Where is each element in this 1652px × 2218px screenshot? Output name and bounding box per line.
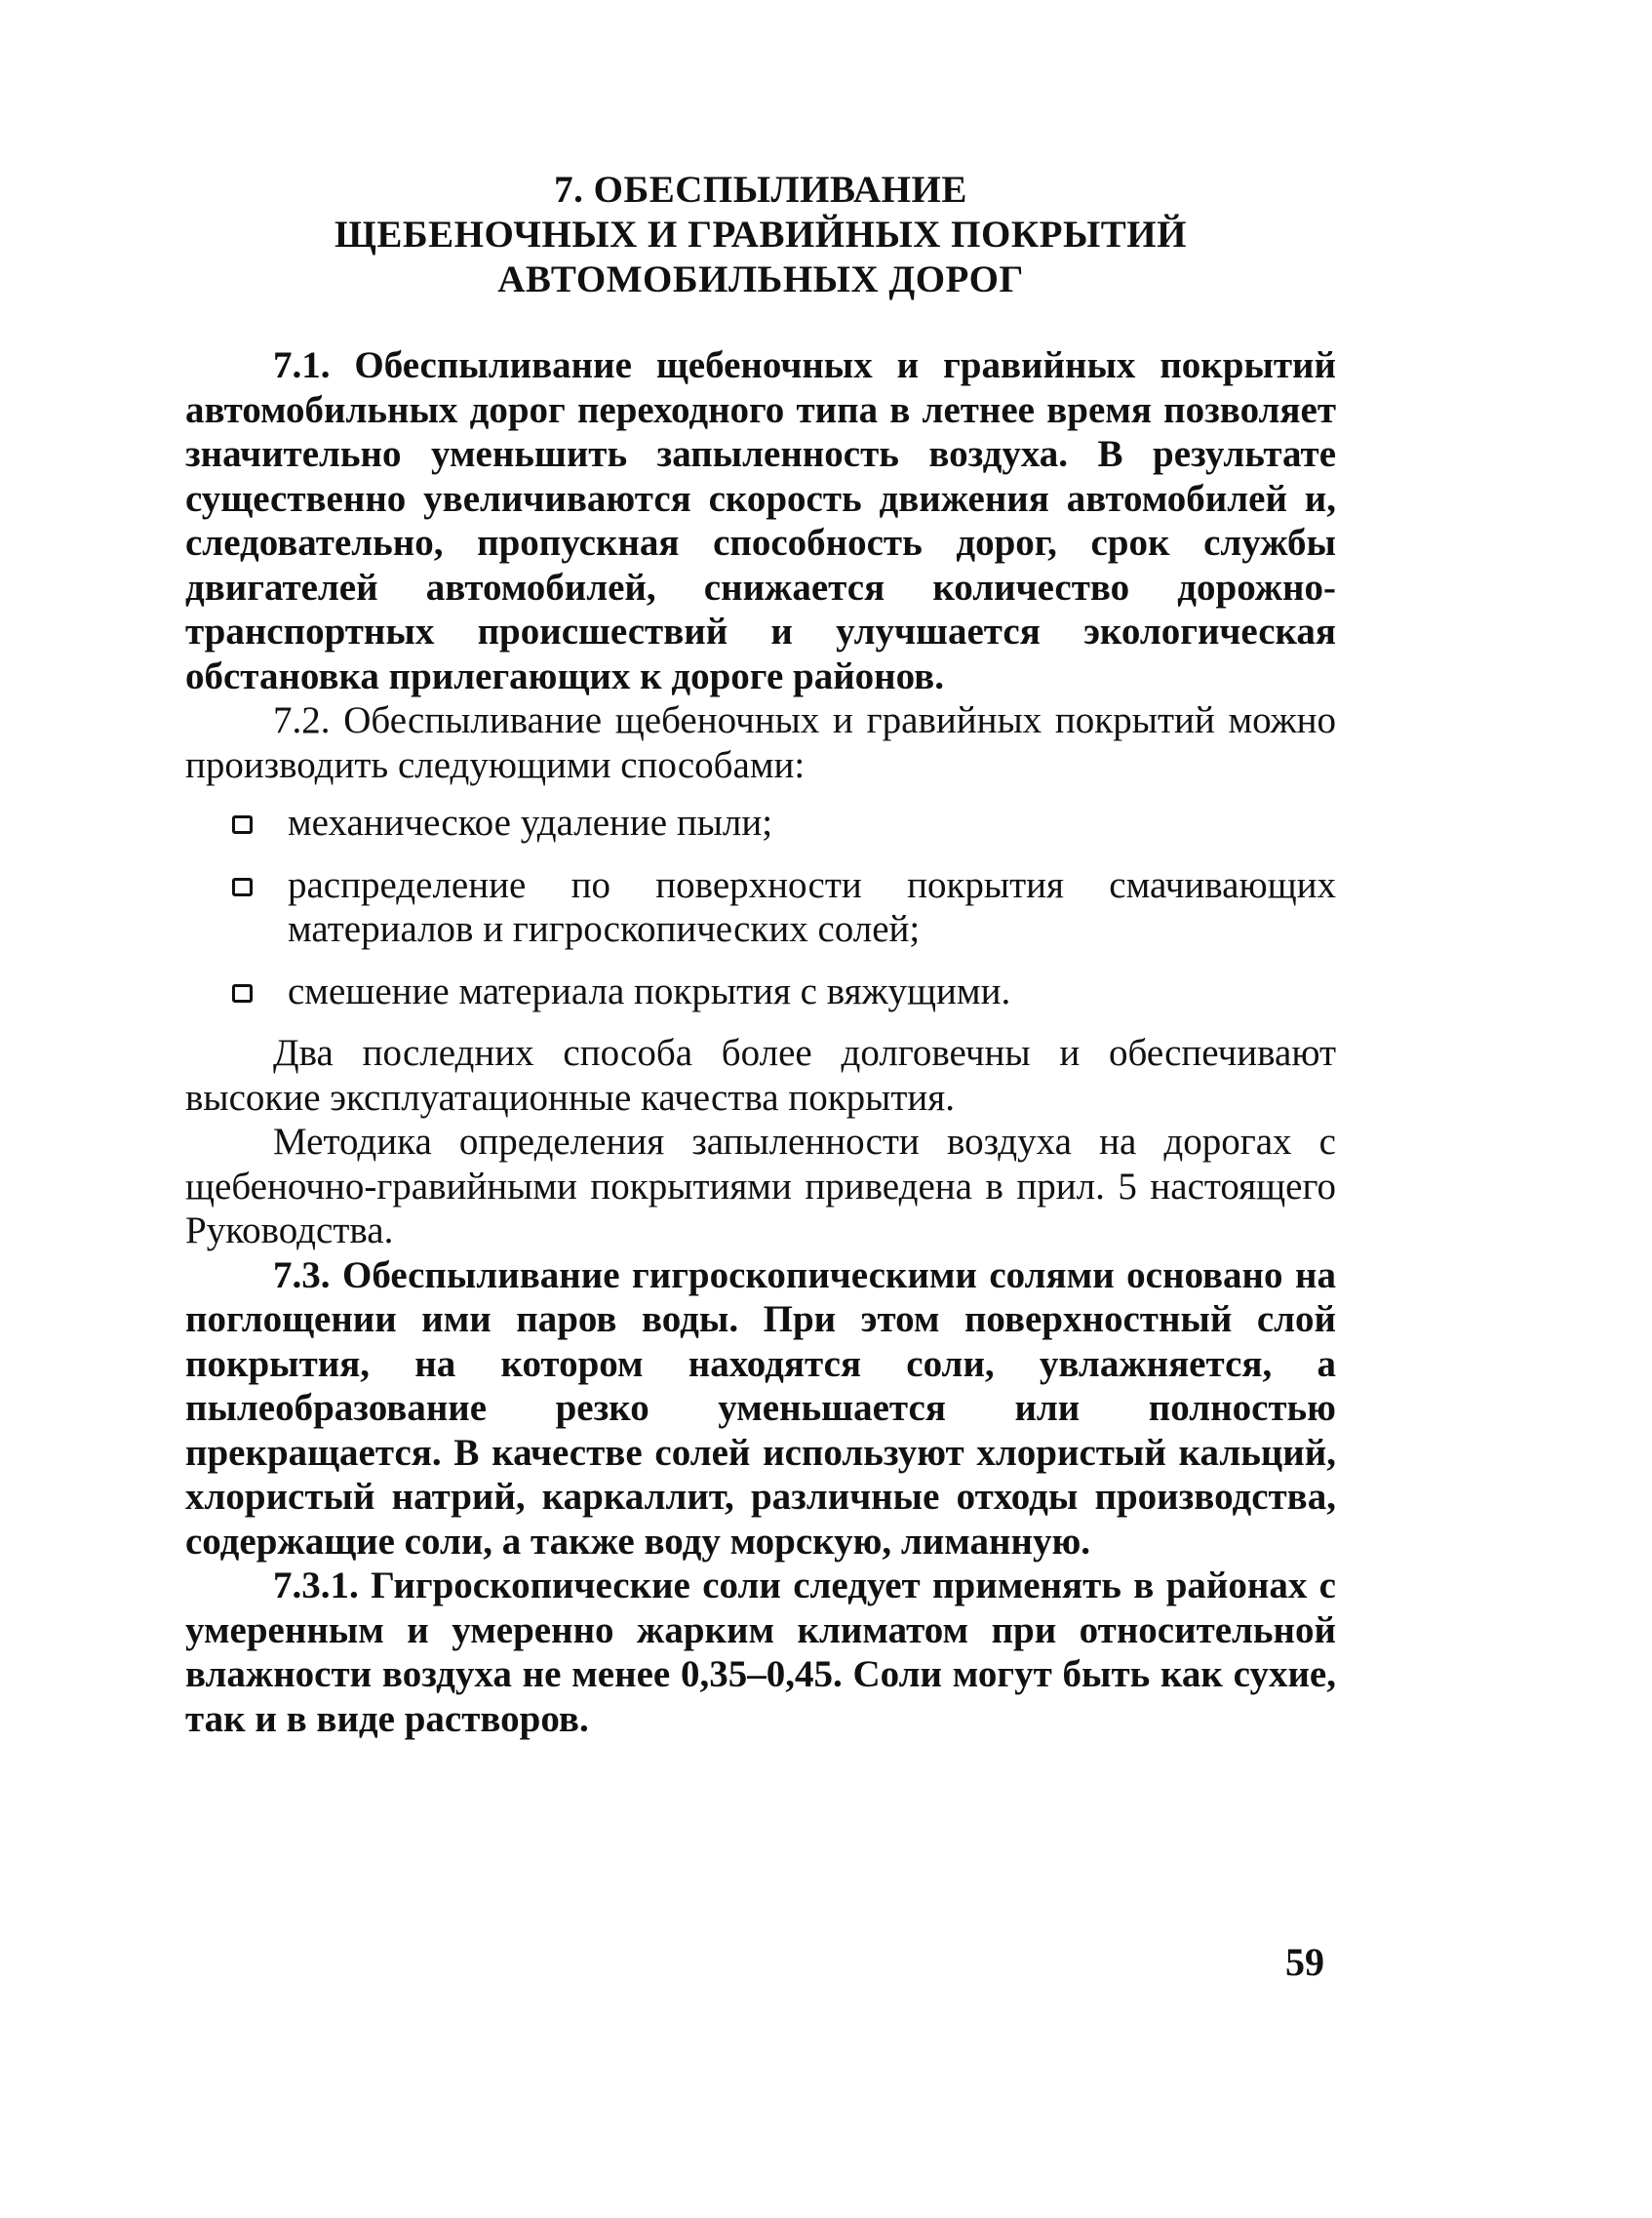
paragraph-7-2: 7.2. Обеспыливание щебеночных и гравийных покрытий можно производить следующими способами:	[185, 699, 1336, 786]
list-item	[185, 801, 1336, 846]
list-item	[185, 970, 1336, 1014]
methods-list	[185, 801, 1336, 1013]
square-bullet-icon	[232, 878, 253, 896]
heading-line-2: ЩЕБЕНОЧНЫХ И ГРАВИЙНЫХ ПОКРЫТИЙ	[334, 214, 1187, 256]
paragraph-7-3-1: 7.3.1. Гигроскопические соли следует применять в районах с умеренным и умеренно жарким климатом при относительной влажности воздуха не менее 0,35–0,45. Соли могут быть как сухие, так и в виде растворов.	[185, 1564, 1336, 1740]
heading-line-1: 7. ОБЕСПЫЛИВАНИЕ	[554, 169, 967, 211]
page-number: 59	[1285, 1940, 1324, 1984]
section-heading	[185, 168, 1336, 302]
paragraph-methodology: Методика определения запыленности воздуха на дорогах с щебеночно-гравийными покрытиями приведена в прил. 5 настоящего Руководства.	[185, 1121, 1336, 1251]
list-item-text: распределение по поверхности покрытия смачивающих материалов и гигроскопических солей;	[288, 863, 1336, 950]
heading-line-3: АВТОМОБИЛЬНЫХ ДОРОГ	[497, 258, 1024, 300]
square-bullet-icon	[232, 815, 253, 834]
list-item-text: механическое удаление пыли;	[288, 802, 773, 844]
list-item	[185, 863, 1336, 952]
list-item-text: смешение материала покрытия с вяжущими.	[288, 970, 1011, 1012]
document-body	[185, 343, 1336, 1741]
paragraph-two-methods: Два последних способа более долговечны и обеспечивают высокие эксплуатационные качества покрытия.	[185, 1032, 1336, 1119]
paragraph-7-3: 7.3. Обеспыливание гигроскопическими солями основано на поглощении ими паров воды. При этом поверхностный слой покрытия, на котором находятся соли, увлажняется, а пылеобразование резко уменьшается или полностью прекращается. В качестве солей используют хлористый кальций, хлористый натрий, каркаллит, различные отходы производства, содержащие соли, а также воду морскую, лиманную.	[185, 1253, 1336, 1563]
paragraph-7-1: 7.1. Обеспыливание щебеночных и гравийных покрытий автомобильных дорог переходного типа в летнее время позволяет значительно уменьшить запыленность воздуха. В результате существенно увеличиваются скорость движения автомобилей и, следовательно, пропускная способность дорог, срок службы двигателей автомобилей, снижается количество дорожно-транспортных происшествий и улучшается экологическая обстановка прилегающих к дороге районов.	[185, 344, 1336, 697]
square-bullet-icon	[232, 984, 253, 1003]
